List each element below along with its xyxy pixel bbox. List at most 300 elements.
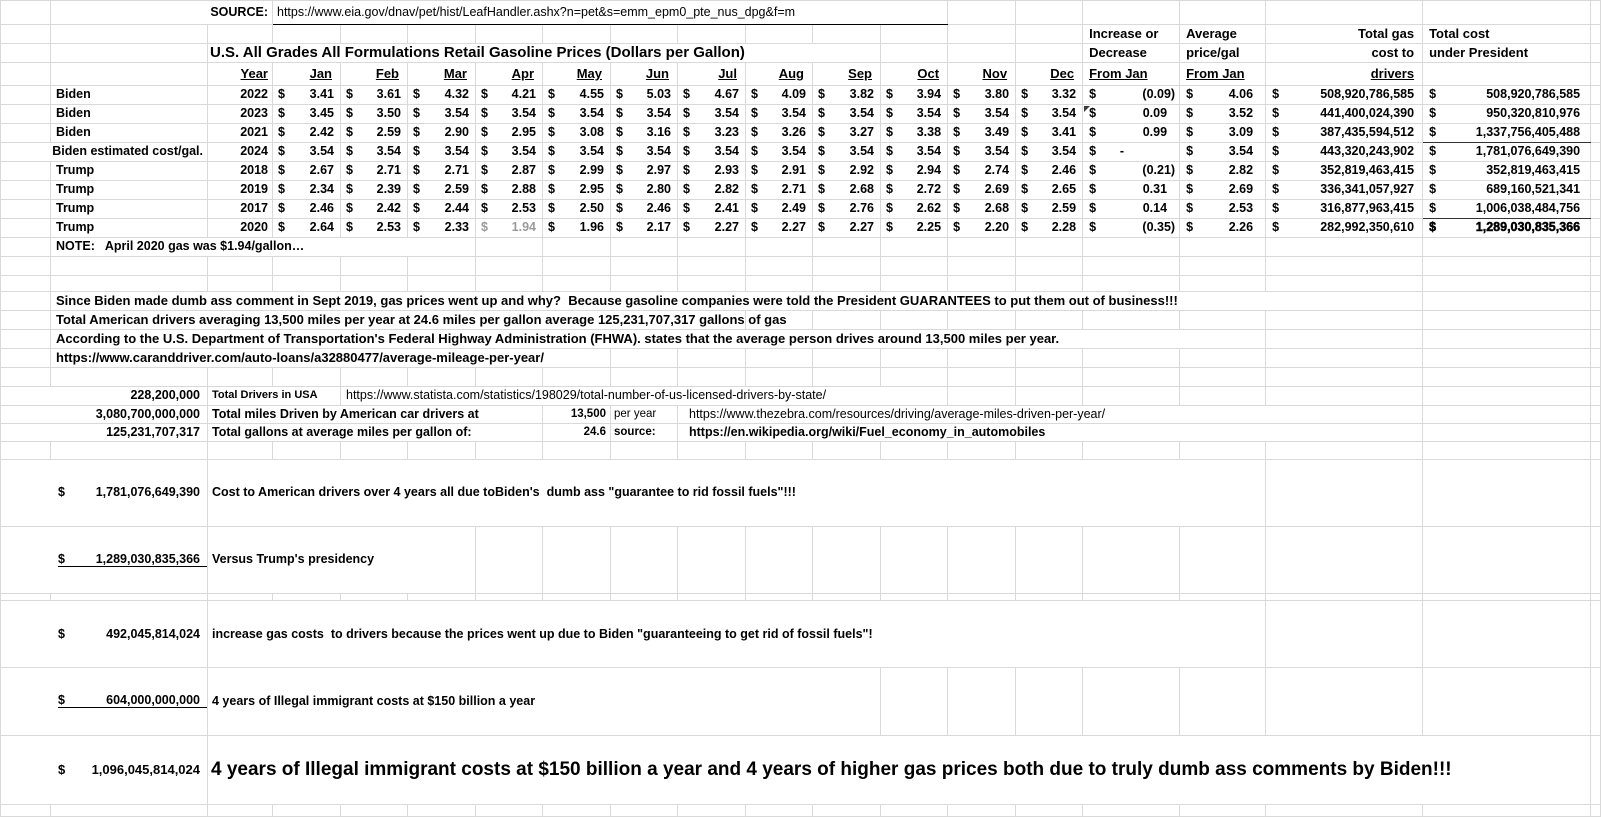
empty-cell[interactable] — [1, 442, 51, 460]
total-gas-cell[interactable] — [1266, 143, 1423, 162]
price-cell[interactable] — [813, 86, 881, 105]
empty-cell[interactable] — [1591, 86, 1601, 105]
empty-cell[interactable] — [1, 594, 51, 601]
empty-cell[interactable] — [1016, 44, 1083, 63]
price-cell[interactable] — [746, 162, 813, 181]
empty-cell[interactable] — [1083, 368, 1180, 387]
commentary-line-2[interactable]: Total American drivers averaging 13,500 miles per year at 24.6 miles per gallon average 125,231,707,317 gallons of gas — [51, 311, 746, 330]
empty-cell[interactable] — [881, 594, 948, 601]
price-cell[interactable] — [543, 143, 611, 162]
change-column-header-line3[interactable]: From Jan — [1083, 63, 1180, 86]
change-cell[interactable] — [1083, 105, 1180, 124]
empty-cell[interactable] — [1, 200, 51, 219]
grand-total-label-cell[interactable]: 4 years of Illegal immigrant costs at $150 billion a year and 4 years of higher gas prices both due to truly dumb ass comments by Biden!!! — [208, 735, 1591, 804]
empty-cell[interactable] — [1, 86, 51, 105]
price-cell[interactable] — [746, 124, 813, 143]
empty-cell[interactable] — [948, 311, 1016, 330]
total-cost-column-header-line2[interactable]: under President — [1423, 44, 1591, 63]
empty-cell[interactable] — [1, 238, 51, 257]
empty-cell[interactable] — [813, 594, 881, 601]
empty-cell[interactable] — [1083, 276, 1180, 292]
empty-cell[interactable] — [678, 349, 746, 368]
president-cell[interactable]: Trump — [51, 181, 208, 200]
year-cell[interactable]: 2020 — [208, 219, 273, 238]
empty-cell[interactable] — [813, 349, 881, 368]
empty-cell[interactable] — [948, 238, 1016, 257]
empty-cell[interactable] — [1591, 162, 1601, 181]
empty-cell[interactable] — [1423, 424, 1591, 442]
price-cell[interactable] — [948, 143, 1016, 162]
empty-cell[interactable] — [813, 368, 881, 387]
month-column-header-may[interactable]: May — [543, 63, 611, 86]
price-cell[interactable] — [881, 86, 948, 105]
price-cell[interactable] — [1016, 143, 1083, 162]
empty-cell[interactable] — [813, 804, 881, 816]
price-cell[interactable] — [678, 200, 746, 219]
price-cell[interactable] — [408, 105, 476, 124]
empty-cell[interactable] — [1180, 368, 1266, 387]
empty-cell[interactable] — [1266, 349, 1423, 368]
empty-cell[interactable] — [408, 594, 476, 601]
stat-value-cell[interactable]: 228,200,000 — [1, 387, 208, 406]
empty-cell[interactable] — [476, 257, 543, 276]
avg-cell[interactable] — [1180, 219, 1266, 238]
empty-cell[interactable] — [1, 292, 51, 311]
stat-mid-value-cell[interactable]: 24.6 — [543, 424, 611, 442]
empty-cell[interactable] — [1, 349, 51, 368]
empty-cell[interactable] — [1591, 1, 1601, 25]
avg-cell[interactable] — [1180, 200, 1266, 219]
empty-cell[interactable] — [1423, 311, 1591, 330]
avg-column-header-line3[interactable]: From Jan — [1180, 63, 1266, 86]
stat-mid-label-cell[interactable]: source: — [611, 424, 678, 442]
empty-cell[interactable] — [51, 594, 208, 601]
price-cell[interactable] — [1016, 219, 1083, 238]
empty-cell[interactable] — [1591, 330, 1601, 349]
empty-cell[interactable] — [1591, 368, 1601, 387]
price-cell[interactable] — [273, 181, 341, 200]
empty-cell[interactable] — [1423, 238, 1591, 257]
empty-cell[interactable] — [1266, 1, 1423, 25]
empty-cell[interactable] — [1016, 442, 1083, 460]
empty-cell[interactable] — [1266, 442, 1423, 460]
empty-cell[interactable] — [1083, 387, 1180, 406]
total-cost-cell[interactable] — [1423, 124, 1591, 143]
total-cost-cell[interactable] — [1423, 143, 1591, 162]
empty-cell[interactable] — [1266, 526, 1423, 594]
empty-cell[interactable] — [948, 526, 1016, 594]
price-cell[interactable] — [273, 86, 341, 105]
empty-cell[interactable] — [1016, 276, 1083, 292]
empty-cell[interactable] — [1, 44, 51, 63]
avg-cell[interactable] — [1180, 105, 1266, 124]
price-cell[interactable] — [476, 143, 543, 162]
price-cell[interactable] — [611, 162, 678, 181]
empty-cell[interactable] — [51, 44, 208, 63]
empty-cell[interactable] — [1180, 804, 1266, 816]
empty-cell[interactable] — [948, 44, 1016, 63]
empty-cell[interactable] — [881, 526, 948, 594]
empty-cell[interactable] — [1016, 594, 1083, 601]
price-cell[interactable] — [678, 105, 746, 124]
empty-cell[interactable] — [1591, 387, 1601, 406]
empty-cell[interactable] — [1083, 1, 1180, 25]
empty-cell[interactable] — [1, 181, 51, 200]
year-cell[interactable]: 2024 — [208, 143, 273, 162]
price-cell[interactable] — [408, 200, 476, 219]
empty-cell[interactable] — [51, 368, 208, 387]
price-cell[interactable] — [1016, 200, 1083, 219]
empty-cell[interactable] — [273, 276, 341, 292]
empty-cell[interactable] — [678, 25, 746, 44]
price-cell[interactable] — [678, 181, 746, 200]
empty-cell[interactable] — [1266, 594, 1423, 601]
empty-cell[interactable] — [813, 25, 881, 44]
price-cell[interactable] — [813, 200, 881, 219]
price-cell[interactable] — [543, 105, 611, 124]
empty-cell[interactable] — [1, 276, 51, 292]
empty-cell[interactable] — [813, 276, 881, 292]
empty-cell[interactable] — [1083, 442, 1180, 460]
empty-cell[interactable] — [1016, 257, 1083, 276]
year-column-header[interactable]: Year — [208, 63, 273, 86]
price-cell[interactable] — [476, 124, 543, 143]
empty-cell[interactable] — [1016, 25, 1083, 44]
empty-cell[interactable] — [948, 667, 1016, 735]
empty-cell[interactable] — [1591, 406, 1601, 424]
empty-cell[interactable] — [543, 257, 611, 276]
price-cell[interactable] — [476, 200, 543, 219]
price-cell[interactable] — [273, 200, 341, 219]
empty-cell[interactable] — [611, 804, 678, 816]
empty-cell[interactable] — [1083, 526, 1180, 594]
total-cost-cell[interactable] — [1423, 200, 1591, 219]
empty-cell[interactable] — [1423, 601, 1591, 668]
empty-cell[interactable] — [1180, 594, 1266, 601]
year-cell[interactable]: 2019 — [208, 181, 273, 200]
empty-cell[interactable] — [543, 442, 611, 460]
empty-cell[interactable] — [1, 804, 51, 816]
empty-cell[interactable] — [813, 257, 881, 276]
empty-cell[interactable] — [746, 349, 813, 368]
price-cell[interactable] — [813, 124, 881, 143]
stat-value-cell[interactable]: 3,080,700,000,000 — [1, 406, 208, 424]
price-cell[interactable] — [746, 200, 813, 219]
price-cell[interactable] — [1016, 181, 1083, 200]
empty-cell[interactable] — [1591, 238, 1601, 257]
change-cell[interactable] — [1083, 86, 1180, 105]
empty-cell[interactable] — [881, 25, 948, 44]
empty-cell[interactable] — [1266, 257, 1423, 276]
empty-cell[interactable] — [746, 442, 813, 460]
empty-cell[interactable] — [51, 257, 208, 276]
empty-cell[interactable] — [678, 804, 746, 816]
price-cell[interactable] — [611, 181, 678, 200]
price-cell[interactable] — [543, 86, 611, 105]
empty-cell[interactable] — [1266, 804, 1423, 816]
empty-cell[interactable] — [1180, 349, 1266, 368]
empty-cell[interactable] — [1423, 460, 1591, 527]
price-cell[interactable] — [341, 219, 408, 238]
empty-cell[interactable] — [678, 257, 746, 276]
empty-cell[interactable] — [341, 804, 408, 816]
empty-cell[interactable] — [881, 44, 948, 63]
empty-cell[interactable] — [208, 257, 273, 276]
empty-cell[interactable] — [1591, 442, 1601, 460]
price-cell[interactable] — [408, 143, 476, 162]
empty-cell[interactable] — [948, 1, 1016, 25]
total-value-cell[interactable] — [1, 667, 208, 735]
empty-cell[interactable] — [1016, 526, 1083, 594]
empty-cell[interactable] — [273, 594, 341, 601]
month-column-header-feb[interactable]: Feb — [341, 63, 408, 86]
empty-cell[interactable] — [476, 238, 543, 257]
empty-cell[interactable] — [1423, 257, 1591, 276]
empty-cell[interactable] — [341, 442, 408, 460]
price-cell[interactable] — [813, 143, 881, 162]
empty-cell[interactable] — [1016, 387, 1083, 406]
price-cell[interactable] — [611, 200, 678, 219]
total-cost-cell[interactable] — [1423, 181, 1591, 200]
empty-cell[interactable] — [476, 526, 543, 594]
total-cost-cell[interactable] — [1423, 105, 1591, 124]
empty-cell[interactable] — [948, 387, 1016, 406]
empty-cell[interactable] — [1, 25, 51, 44]
year-cell[interactable]: 2022 — [208, 86, 273, 105]
total-cost-column-header-line1[interactable]: Total cost — [1423, 25, 1591, 44]
empty-cell[interactable] — [1266, 601, 1423, 668]
empty-cell[interactable] — [1266, 330, 1423, 349]
empty-cell[interactable] — [1423, 442, 1591, 460]
note-cell[interactable]: NOTE: April 2020 gas was $1.94/gallon… — [51, 238, 476, 257]
price-cell[interactable] — [678, 124, 746, 143]
year-cell[interactable]: 2018 — [208, 162, 273, 181]
price-cell[interactable] — [1016, 124, 1083, 143]
empty-cell[interactable] — [881, 238, 948, 257]
empty-cell[interactable] — [543, 804, 611, 816]
empty-cell[interactable] — [948, 25, 1016, 44]
price-cell[interactable] — [476, 181, 543, 200]
total-gas-column-header-line3[interactable]: drivers — [1266, 63, 1423, 86]
stat-url-cell[interactable]: https://www.thezebra.com/resources/driving/average-miles-driven-per-year/ — [678, 406, 1423, 424]
empty-cell[interactable] — [1266, 667, 1423, 735]
change-cell[interactable] — [1083, 181, 1180, 200]
price-cell[interactable] — [746, 86, 813, 105]
empty-cell[interactable] — [1016, 368, 1083, 387]
president-cell[interactable]: Biden — [51, 86, 208, 105]
empty-cell[interactable] — [341, 594, 408, 601]
price-cell[interactable] — [746, 181, 813, 200]
empty-cell[interactable] — [1591, 526, 1601, 594]
total-label-cell[interactable]: Versus Trump's presidency — [208, 526, 476, 594]
empty-cell[interactable] — [543, 276, 611, 292]
empty-cell[interactable] — [1, 257, 51, 276]
president-cell[interactable]: Trump — [51, 162, 208, 181]
price-cell[interactable] — [476, 105, 543, 124]
empty-cell[interactable] — [1591, 124, 1601, 143]
empty-cell[interactable] — [1591, 667, 1601, 735]
change-column-header-line2[interactable]: Decrease — [1083, 44, 1180, 63]
month-column-header-nov[interactable]: Nov — [948, 63, 1016, 86]
empty-cell[interactable] — [1, 330, 51, 349]
total-gas-cell[interactable] — [1266, 219, 1423, 238]
empty-cell[interactable] — [1016, 1, 1083, 25]
empty-cell[interactable] — [1, 219, 51, 238]
price-cell[interactable] — [881, 143, 948, 162]
price-cell[interactable] — [341, 86, 408, 105]
price-cell[interactable] — [611, 105, 678, 124]
empty-cell[interactable] — [51, 25, 208, 44]
empty-cell[interactable] — [881, 257, 948, 276]
price-cell[interactable] — [341, 181, 408, 200]
total-gas-cell[interactable] — [1266, 181, 1423, 200]
empty-cell[interactable] — [1423, 387, 1591, 406]
empty-cell[interactable] — [1266, 368, 1423, 387]
empty-cell[interactable] — [948, 804, 1016, 816]
price-cell[interactable] — [408, 162, 476, 181]
empty-cell[interactable] — [543, 526, 611, 594]
price-cell[interactable] — [746, 143, 813, 162]
source-url[interactable]: https://www.eia.gov/dnav/pet/hist/LeafHandler.ashx?n=pet&s=emm_epm0_pte_nus_dpg&f=m — [273, 1, 948, 25]
grand-total-value-cell[interactable] — [1, 735, 208, 804]
empty-cell[interactable] — [1591, 311, 1601, 330]
empty-cell[interactable] — [273, 257, 341, 276]
price-cell[interactable] — [948, 181, 1016, 200]
empty-cell[interactable] — [948, 594, 1016, 601]
price-cell[interactable] — [948, 219, 1016, 238]
empty-cell[interactable] — [476, 368, 543, 387]
empty-cell[interactable] — [476, 442, 543, 460]
empty-cell[interactable] — [1423, 276, 1591, 292]
empty-cell[interactable] — [543, 25, 611, 44]
empty-cell[interactable] — [1423, 667, 1591, 735]
empty-cell[interactable] — [611, 368, 678, 387]
empty-cell[interactable] — [1180, 387, 1266, 406]
price-cell[interactable] — [273, 124, 341, 143]
year-cell[interactable]: 2021 — [208, 124, 273, 143]
empty-cell[interactable] — [813, 311, 881, 330]
empty-cell[interactable] — [1180, 238, 1266, 257]
total-value-cell[interactable] — [1, 526, 208, 594]
change-cell[interactable] — [1083, 200, 1180, 219]
price-cell[interactable] — [408, 86, 476, 105]
stat-label-cell[interactable]: Total miles Driven by American car drivers at — [208, 406, 543, 424]
commentary-line-3[interactable]: According to the U.S. Department of Transportation's Federal Highway Administration (FHWA). states that the average person drives around 13,500 miles per year. — [51, 330, 1266, 349]
empty-cell[interactable] — [1, 105, 51, 124]
empty-cell[interactable] — [1591, 63, 1601, 86]
price-cell[interactable] — [611, 124, 678, 143]
empty-cell[interactable] — [1591, 257, 1601, 276]
total-label-cell[interactable]: increase gas costs to drivers because the prices went up due to Biden "guaranteeing to get rid of fossil fuels"! — [208, 601, 1266, 668]
empty-cell[interactable] — [746, 804, 813, 816]
price-cell[interactable] — [408, 181, 476, 200]
empty-cell[interactable] — [1423, 368, 1591, 387]
empty-cell[interactable] — [1016, 311, 1083, 330]
empty-cell[interactable] — [1591, 200, 1601, 219]
empty-cell[interactable] — [1083, 667, 1180, 735]
empty-cell[interactable] — [1083, 804, 1180, 816]
empty-cell[interactable] — [476, 276, 543, 292]
empty-cell[interactable] — [273, 804, 341, 816]
empty-cell[interactable] — [51, 63, 208, 86]
empty-cell[interactable] — [1180, 442, 1266, 460]
empty-cell[interactable] — [881, 442, 948, 460]
empty-cell[interactable] — [881, 804, 948, 816]
empty-cell[interactable] — [678, 276, 746, 292]
total-gas-cell[interactable] — [1266, 105, 1423, 124]
empty-cell[interactable] — [678, 594, 746, 601]
empty-cell[interactable] — [1423, 349, 1591, 368]
empty-cell[interactable] — [1, 1, 51, 25]
empty-cell[interactable] — [1016, 349, 1083, 368]
empty-cell[interactable] — [476, 594, 543, 601]
empty-cell[interactable] — [948, 368, 1016, 387]
total-gas-cell[interactable] — [1266, 86, 1423, 105]
empty-cell[interactable] — [1591, 424, 1601, 442]
price-cell[interactable] — [611, 86, 678, 105]
change-cell[interactable] — [1083, 124, 1180, 143]
empty-cell[interactable] — [1591, 105, 1601, 124]
empty-cell[interactable] — [1083, 349, 1180, 368]
total-cost-cell[interactable] — [1423, 219, 1591, 238]
price-cell[interactable] — [1016, 162, 1083, 181]
empty-cell[interactable] — [611, 526, 678, 594]
price-cell[interactable] — [813, 219, 881, 238]
empty-cell[interactable] — [678, 368, 746, 387]
empty-cell[interactable] — [881, 667, 948, 735]
empty-cell[interactable] — [273, 368, 341, 387]
avg-cell[interactable] — [1180, 124, 1266, 143]
empty-cell[interactable] — [208, 594, 273, 601]
avg-cell[interactable] — [1180, 162, 1266, 181]
empty-cell[interactable] — [678, 238, 746, 257]
price-cell[interactable] — [543, 181, 611, 200]
price-cell[interactable] — [881, 200, 948, 219]
empty-cell[interactable] — [1591, 219, 1601, 238]
empty-cell[interactable] — [1423, 804, 1591, 816]
empty-cell[interactable] — [1423, 63, 1591, 86]
price-cell[interactable] — [543, 219, 611, 238]
empty-cell[interactable] — [1423, 594, 1591, 601]
empty-cell[interactable] — [51, 442, 208, 460]
price-cell[interactable] — [881, 219, 948, 238]
empty-cell[interactable] — [746, 276, 813, 292]
price-cell[interactable] — [881, 105, 948, 124]
month-column-header-dec[interactable]: Dec — [1016, 63, 1083, 86]
empty-cell[interactable] — [408, 442, 476, 460]
price-cell[interactable] — [881, 124, 948, 143]
empty-cell[interactable] — [51, 276, 208, 292]
empty-cell[interactable] — [813, 442, 881, 460]
empty-cell[interactable] — [1266, 276, 1423, 292]
month-column-header-oct[interactable]: Oct — [881, 63, 948, 86]
stat-url-cell[interactable]: https://en.wikipedia.org/wiki/Fuel_economy_in_automobiles — [678, 424, 1423, 442]
empty-cell[interactable] — [1, 124, 51, 143]
empty-cell[interactable] — [476, 25, 543, 44]
empty-cell[interactable] — [1083, 311, 1180, 330]
stat-url-cell[interactable]: https://www.statista.com/statistics/198029/total-number-of-us-licensed-drivers-by-state/ — [341, 387, 948, 406]
empty-cell[interactable] — [476, 804, 543, 816]
empty-cell[interactable] — [1266, 387, 1423, 406]
price-cell[interactable] — [813, 105, 881, 124]
price-cell[interactable] — [273, 162, 341, 181]
empty-cell[interactable] — [611, 442, 678, 460]
empty-cell[interactable] — [746, 594, 813, 601]
price-cell[interactable] — [948, 105, 1016, 124]
empty-cell[interactable] — [881, 368, 948, 387]
president-cell[interactable]: Trump — [51, 219, 208, 238]
change-cell[interactable] — [1083, 162, 1180, 181]
